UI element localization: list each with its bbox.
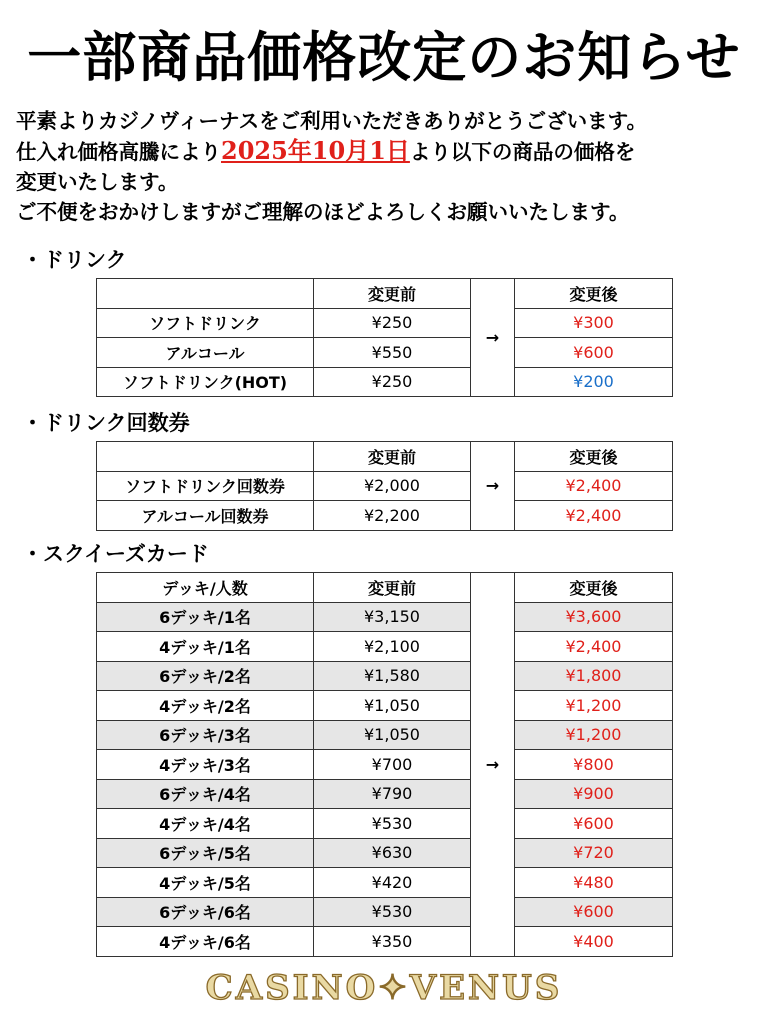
after-price-cell: ¥600 bbox=[515, 897, 673, 927]
before-price-cell: ¥2,100 bbox=[314, 632, 471, 662]
item-cell: 6デッキ/5名 bbox=[97, 838, 314, 868]
table-row bbox=[97, 501, 673, 531]
squeeze-body bbox=[97, 573, 673, 957]
intro-line-3: 変更いたします。 bbox=[16, 170, 179, 194]
drinks-body bbox=[97, 279, 673, 397]
intro-line-2-post: より以下の商品の価格を bbox=[409, 140, 636, 164]
item-cell: ソフトドリンク bbox=[97, 308, 314, 338]
table-row bbox=[97, 720, 673, 750]
after-price-cell: ¥3,600 bbox=[515, 602, 673, 632]
item-cell: 6デッキ/1名 bbox=[97, 602, 314, 632]
table-row bbox=[97, 750, 673, 780]
intro-line-4: ご不便をおかけしますがご理解のほどよろしくお願いいたします。 bbox=[16, 200, 630, 224]
after-header: 変更後 bbox=[515, 279, 673, 309]
after-price-cell: ¥2,400 bbox=[515, 471, 673, 501]
item-header bbox=[97, 279, 314, 309]
before-price-cell: ¥3,150 bbox=[314, 602, 471, 632]
before-price-cell: ¥550 bbox=[314, 338, 471, 368]
before-price-cell: ¥2,200 bbox=[314, 501, 471, 531]
tickets-heading: ・ドリンク回数券 bbox=[22, 410, 190, 435]
after-price-cell: ¥600 bbox=[515, 809, 673, 839]
after-price-cell: ¥600 bbox=[515, 338, 673, 368]
squeeze-heading: ・スクイーズカード bbox=[22, 541, 209, 566]
table-row bbox=[97, 838, 673, 868]
item-cell: アルコール回数券 bbox=[97, 501, 314, 531]
after-price-cell: ¥1,200 bbox=[515, 720, 673, 750]
intro-line-2-pre: 仕入れ価格高騰により bbox=[16, 140, 221, 164]
after-price-cell: ¥300 bbox=[515, 308, 673, 338]
table-row bbox=[97, 779, 673, 809]
after-header: 変更後 bbox=[515, 442, 673, 472]
item-cell: 4デッキ/5名 bbox=[97, 868, 314, 898]
table-row bbox=[97, 691, 673, 721]
table-row bbox=[97, 602, 673, 632]
table-row bbox=[97, 471, 673, 501]
arrow-cell: → bbox=[471, 279, 515, 397]
tickets-header-row bbox=[97, 442, 673, 472]
after-price-cell: ¥900 bbox=[515, 779, 673, 809]
effective-date: 2025年10月1日 bbox=[221, 136, 410, 165]
item-cell: 4デッキ/3名 bbox=[97, 750, 314, 780]
tickets-body bbox=[97, 442, 673, 531]
after-price-cell: ¥800 bbox=[515, 750, 673, 780]
item-cell: 4デッキ/2名 bbox=[97, 691, 314, 721]
after-price-cell: ¥1,800 bbox=[515, 661, 673, 691]
deck-header: デッキ/人数 bbox=[97, 573, 314, 603]
item-cell: アルコール bbox=[97, 338, 314, 368]
drinks-heading: ・ドリンク bbox=[22, 247, 127, 272]
intro-line-1: 平素よりカジノヴィーナスをご利用いただきありがとうございます。 bbox=[16, 109, 647, 133]
after-price-cell: ¥200 bbox=[515, 367, 673, 397]
intro-text bbox=[16, 106, 761, 227]
after-price-cell: ¥2,400 bbox=[515, 501, 673, 531]
after-price-cell: ¥2,400 bbox=[515, 632, 673, 662]
tickets-table bbox=[96, 441, 673, 531]
before-header: 変更前 bbox=[314, 573, 471, 603]
before-header: 変更前 bbox=[314, 442, 471, 472]
arrow-cell: → bbox=[471, 573, 515, 957]
table-row bbox=[97, 809, 673, 839]
arrow-cell: → bbox=[471, 442, 515, 531]
table-row bbox=[97, 661, 673, 691]
after-price-cell: ¥1,200 bbox=[515, 691, 673, 721]
table-row bbox=[97, 897, 673, 927]
after-price-cell: ¥400 bbox=[515, 927, 673, 957]
item-cell: 6デッキ/6名 bbox=[97, 897, 314, 927]
drinks-table bbox=[96, 278, 673, 397]
before-price-cell: ¥420 bbox=[314, 868, 471, 898]
before-price-cell: ¥250 bbox=[314, 308, 471, 338]
item-cell: 4デッキ/6名 bbox=[97, 927, 314, 957]
before-price-cell: ¥790 bbox=[314, 779, 471, 809]
item-cell: 4デッキ/1名 bbox=[97, 632, 314, 662]
item-header bbox=[97, 442, 314, 472]
before-price-cell: ¥700 bbox=[314, 750, 471, 780]
after-price-cell: ¥720 bbox=[515, 838, 673, 868]
table-row bbox=[97, 632, 673, 662]
before-price-cell: ¥250 bbox=[314, 367, 471, 397]
before-price-cell: ¥350 bbox=[314, 927, 471, 957]
item-cell: 6デッキ/4名 bbox=[97, 779, 314, 809]
before-price-cell: ¥530 bbox=[314, 809, 471, 839]
table-row bbox=[97, 868, 673, 898]
item-cell: 6デッキ/2名 bbox=[97, 661, 314, 691]
drinks-header-row bbox=[97, 279, 673, 309]
item-cell: ソフトドリンク(HOT) bbox=[97, 367, 314, 397]
item-cell: 4デッキ/4名 bbox=[97, 809, 314, 839]
table-row bbox=[97, 308, 673, 338]
after-price-cell: ¥480 bbox=[515, 868, 673, 898]
before-price-cell: ¥530 bbox=[314, 897, 471, 927]
table-row bbox=[97, 927, 673, 957]
before-price-cell: ¥1,050 bbox=[314, 720, 471, 750]
item-cell: ソフトドリンク回数券 bbox=[97, 471, 314, 501]
before-price-cell: ¥1,050 bbox=[314, 691, 471, 721]
before-price-cell: ¥2,000 bbox=[314, 471, 471, 501]
table-row bbox=[97, 338, 673, 368]
squeeze-header-row bbox=[97, 573, 673, 603]
after-header: 変更後 bbox=[515, 573, 673, 603]
page-title: 一部商品価格改定のお知らせ bbox=[27, 25, 741, 89]
item-cell: 6デッキ/3名 bbox=[97, 720, 314, 750]
casino-venus-logo: CASINO✦VENUS bbox=[205, 968, 563, 1008]
intro-line-2 bbox=[16, 136, 761, 167]
table-row bbox=[97, 367, 673, 397]
before-header: 変更前 bbox=[314, 279, 471, 309]
before-price-cell: ¥1,580 bbox=[314, 661, 471, 691]
squeeze-table bbox=[96, 572, 673, 957]
before-price-cell: ¥630 bbox=[314, 838, 471, 868]
